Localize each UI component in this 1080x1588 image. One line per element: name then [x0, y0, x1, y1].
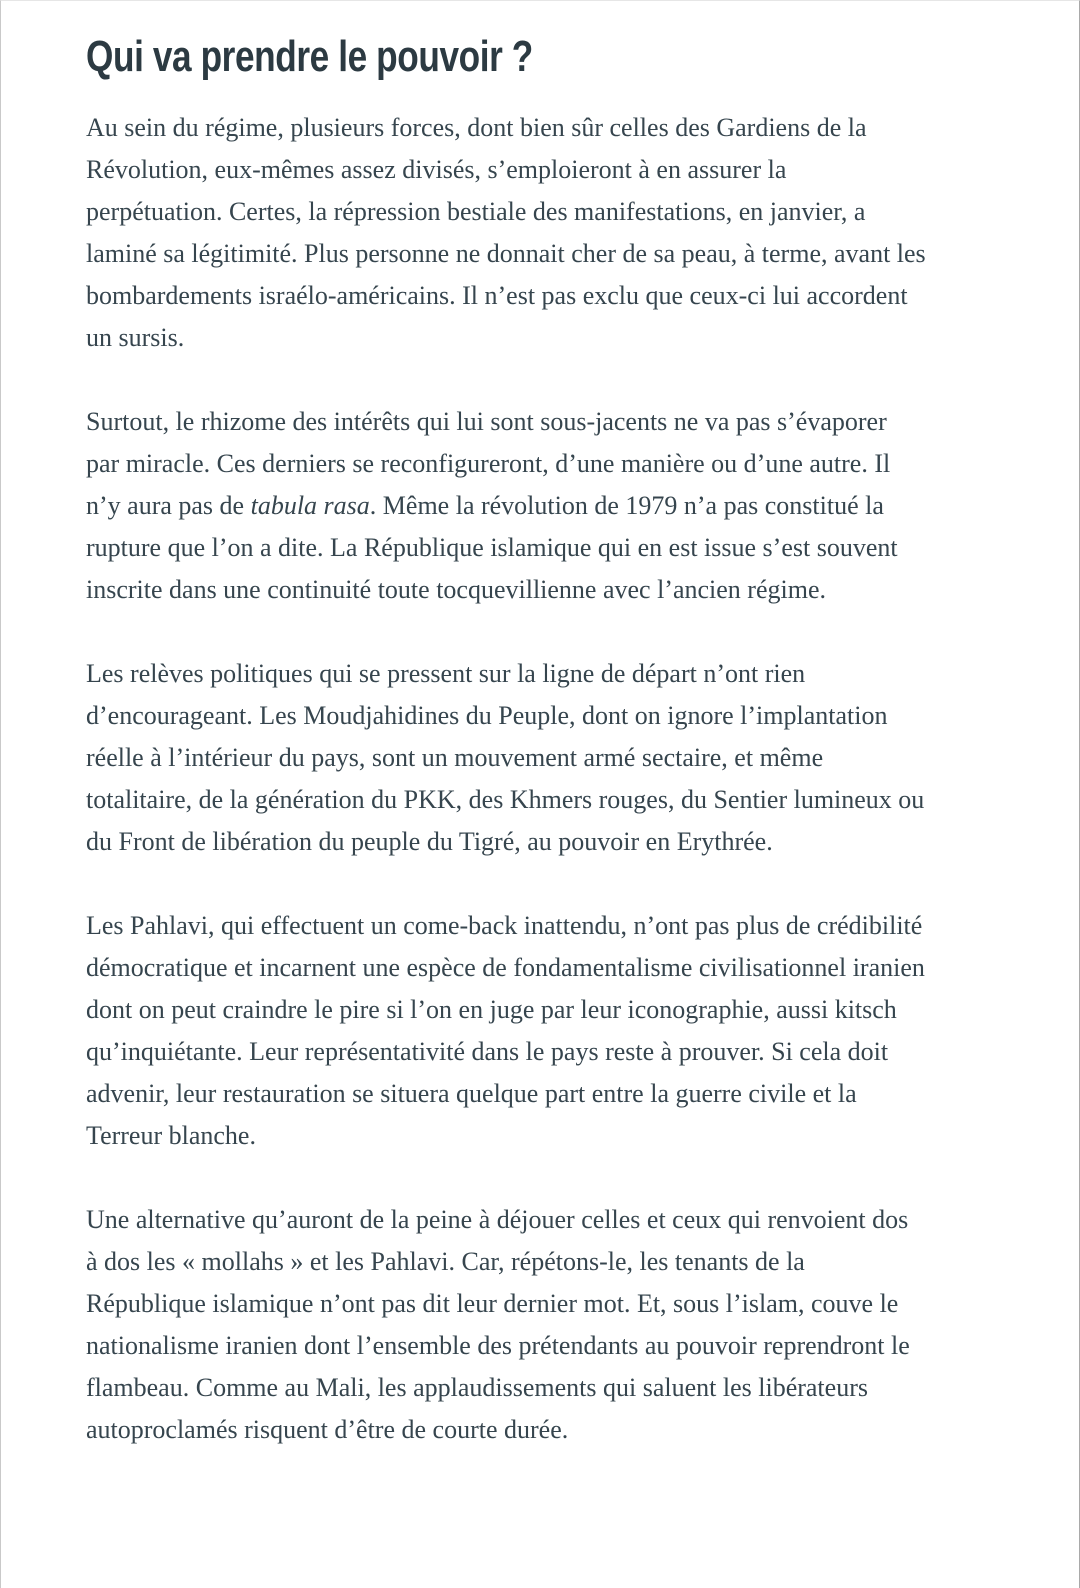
article-body [86, 33, 926, 1451]
section-heading [86, 33, 926, 81]
section-heading-text: Qui va prendre le pouvoir ? [86, 32, 533, 81]
paragraph-text: Les relèves politiques qui se pressent sur la ligne de départ n’ont rien d’encourageant. Les Moudjahidines du Peuple, dont on ignore l’implantation réelle à l’intérieur du pays, sont un mouvement armé sectaire, et même totalitaire, de la génération du PKK, des Khmers rouges, du Sentier lumineux ou du Front de libération du peuple du Tigré, au pouvoir en Erythrée. [86, 658, 925, 856]
article-paragraph [86, 905, 926, 1157]
article-paragraph [86, 653, 926, 863]
paragraph-text: Au sein du régime, plusieurs forces, dont bien sûr celles des Gardiens de la Révolution, eux-mêmes assez divisés, s’emploieront à en assurer la perpétuation. Certes, la répression bestiale des manifestations, en janvier, a laminé sa légitimité. Plus personne ne donnait cher de sa peau, à terme, avant les bombardements israélo-américains. Il n’est pas exclu que ceux-ci lui accordent un sursis. [86, 112, 926, 352]
article-paragraph [86, 107, 926, 359]
paragraph-text: Les Pahlavi, qui effectuent un come-back inattendu, n’ont pas plus de crédibilité démocratique et incarnent une espèce de fondamentalisme civilisationnel iranien dont on peut craindre le pire si l’on en juge par leur iconographie, aussi kitsch qu’inquiétante. Leur représentativité dans le pays reste à prouver. Si cela doit advenir, leur restauration se situera quelque part entre la guerre civile et la Terreur blanche. [86, 910, 925, 1150]
article-paragraph [86, 1199, 926, 1451]
article-paragraph [86, 401, 926, 611]
paragraph-text: . Même la révolution de 1979 n’a pas constitué la rupture que l’on a dite. La République islamique qui en est issue s’est souvent inscrite dans une continuité toute tocquevillienne avec l’ancien régime. [86, 490, 898, 604]
paragraph-text: Une alternative qu’auront de la peine à déjouer celles et ceux qui renvoient dos à dos les « mollahs » et les Pahlavi. Car, répétons-le, les tenants de la République islamique n’ont pas dit leur dernier mot. Et, sous l’islam, couve le nationalisme iranien dont l’ensemble des prétendants au pouvoir reprendront le flambeau. Comme au Mali, les applaudissements qui saluent les libérateurs autoproclamés risquent d’être de courte durée. [86, 1204, 910, 1444]
italic-phrase: tabula rasa [250, 490, 370, 520]
paragraph-text: Surtout, le rhizome des intérêts qui lui sont sous-jacents ne va pas s’évaporer par miracle. Ces derniers se reconfigureront, d’une manière ou d’une autre. Il n’y aura pas de [86, 406, 891, 520]
